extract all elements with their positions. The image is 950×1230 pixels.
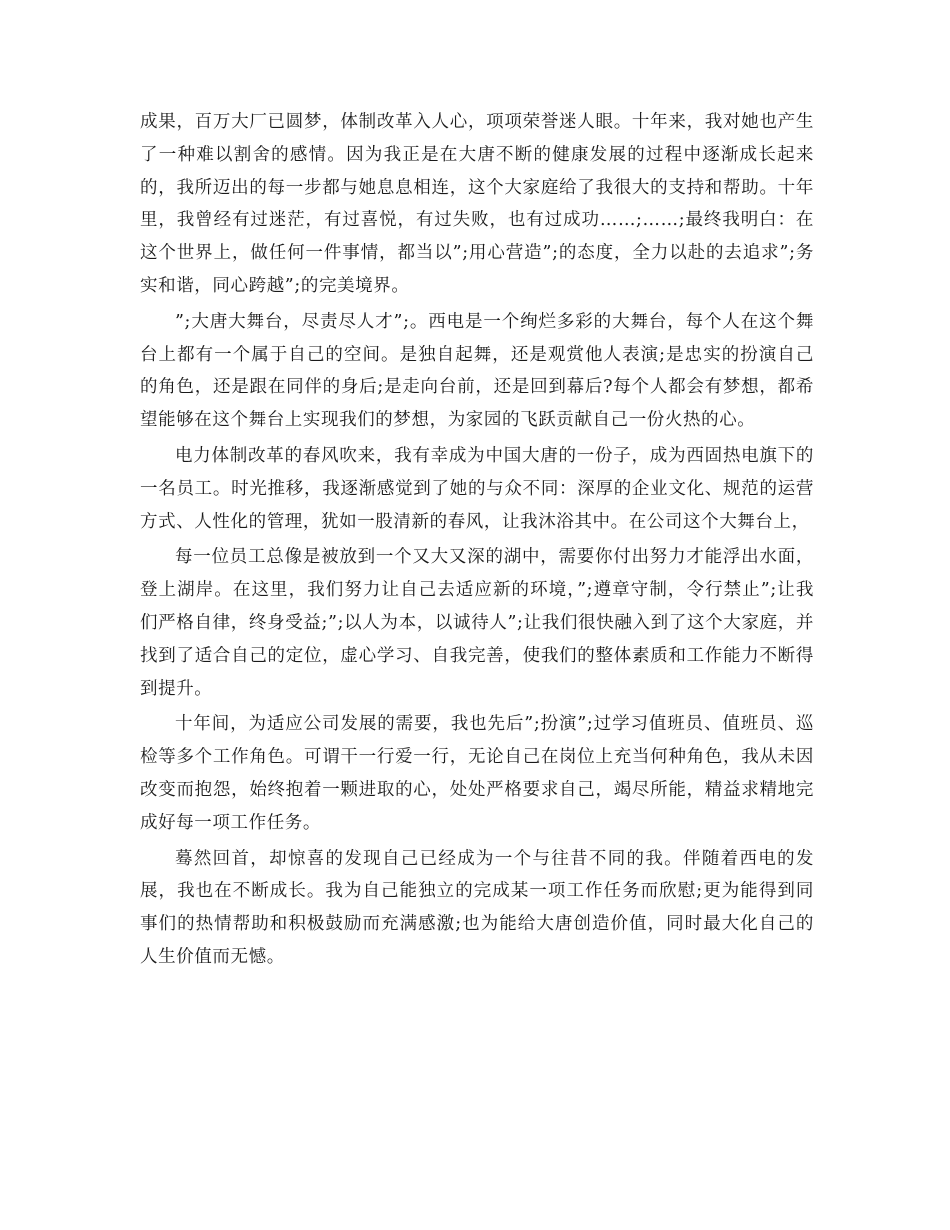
document-body xyxy=(140,106,814,977)
paragraph-4: 每一位员工总像是被放到一个又大又深的湖中，需要你付出努力才能浮出水面，登上湖岸。在这里，我们努力让自己去适应新的环境，”;遵章守制，令行禁止”;让我们严格自律，终身受益;”;以人为本，以诚待人”;让我们很快融入到了这个大家庭，并找到了适合自己的定位，虚心学习、自我完善，使我们的整体素质和工作能力不断得到提升。 xyxy=(140,547,814,699)
paragraph-5: 十年间，为适应公司发展的需要，我也先后”;扮演”;过学习值班员、值班员、巡检等多个工作角色。可谓干一行爱一行，无论自己在岗位上充当何种角色，我从未因改变而抱怨，始终抱着一颗进取的心，处处严格要求自己，竭尽所能，精益求精地完成好每一项工作任务。 xyxy=(140,714,814,833)
paragraph-3: 电力体制改革的春风吹来，我有幸成为中国大唐的一份子，成为西固热电旗下的一名员工。时光推移，我逐渐感觉到了她的与众不同：深厚的企业文化、规范的运营方式、人性化的管理，犹如一股清新的春风，让我沐浴其中。在公司这个大舞台上， xyxy=(140,445,814,532)
paragraph-2: ”;大唐大舞台，尽责尽人才”;。西电是一个绚烂多彩的大舞台，每个人在这个舞台上都有一个属于自己的空间。是独自起舞，还是观赏他人表演;是忠实的扮演自己的角色，还是跟在同伴的身后;是走向台前，还是回到幕后?每个人都会有梦想，都希望能够在这个舞台上实现我们的梦想，为家园的飞跃贡献自己一份火热的心。 xyxy=(140,311,814,431)
paragraph-6: 蓦然回首，却惊喜的发现自己已经成为一个与往昔不同的我。伴随着西电的发展，我也在不断成长。我为自己能独立的完成某一项工作任务而欣慰;更为能得到同事们的热情帮助和积极鼓励而充满感激;也为能给大唐创造价值，同时最大化自己的人生价值而无憾。 xyxy=(140,848,814,967)
paragraph-1: 成果，百万大厂已圆梦，体制改革入人心，项项荣誉迷人眼。十年来，我对她也产生了一种难以割舍的感情。因为我正是在大唐不断的健康发展的过程中逐渐成长起来的，我所迈出的每一步都与她息息相连，这个大家庭给了我很大的支持和帮助。十年里，我曾经有过迷茫，有过喜悦，有过失败，也有过成功……;……;最终我明白：在这个世界上，做任何一件事情，都当以”;用心营造”;的态度，全力以赴的去追求”;务实和谐，同心跨越”;的完美境界。 xyxy=(140,112,814,296)
